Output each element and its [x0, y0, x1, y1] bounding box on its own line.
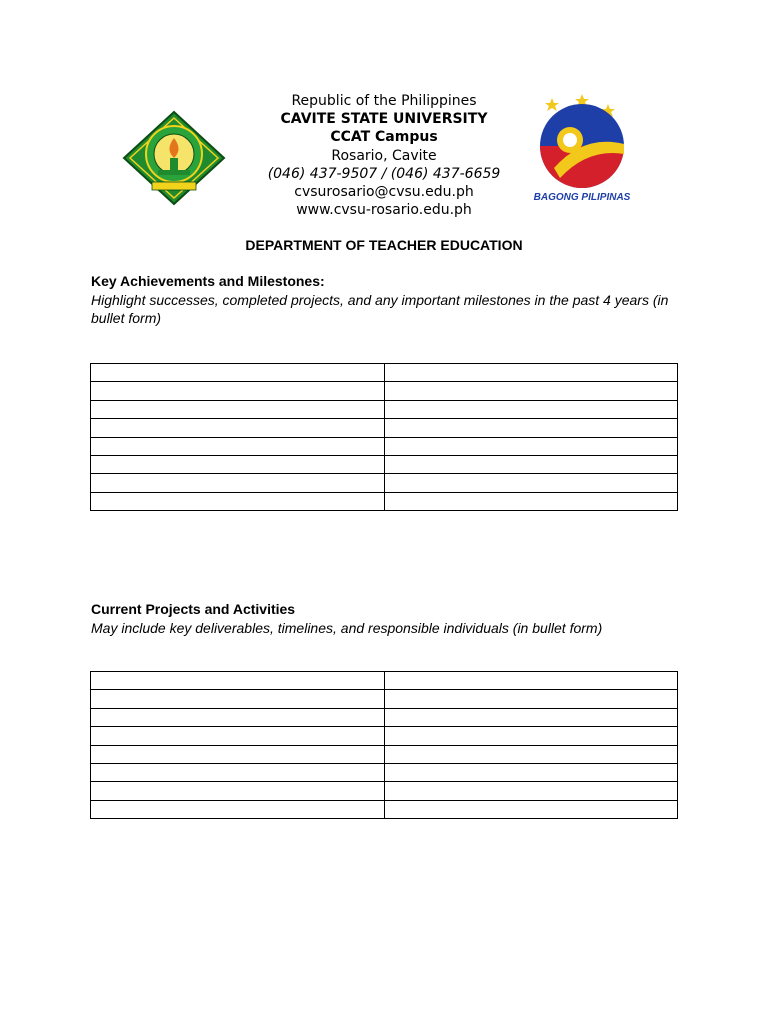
table-cell[interactable]: [384, 745, 678, 763]
table-row: [91, 763, 678, 781]
republic-line: Republic of the Philippines: [291, 93, 477, 109]
table-cell[interactable]: [384, 364, 678, 382]
section-title-current-projects: Current Projects and Activities: [91, 601, 296, 617]
table-cell[interactable]: [91, 672, 385, 690]
table-row: [91, 727, 678, 745]
phone-numbers: (046) 437-9507 / (046) 437-6659: [267, 165, 501, 182]
bagong-pilipinas-text: BAGONG PILIPINAS: [533, 192, 631, 203]
table-cell[interactable]: [384, 800, 678, 818]
letterhead: [240, 92, 528, 219]
current-projects-table-body: [91, 672, 678, 819]
section-description-achievements: Highlight successes, completed projects, and any important milestones in the past 4 years (in bullet form): [91, 292, 669, 326]
table-cell[interactable]: [91, 364, 385, 382]
table-row: [91, 455, 678, 473]
table-cell[interactable]: [384, 382, 678, 400]
table-cell[interactable]: [384, 763, 678, 781]
table-row: [91, 745, 678, 763]
table-row: [91, 800, 678, 818]
table-cell[interactable]: [91, 400, 385, 418]
cvsu-seal-icon: [122, 110, 226, 206]
department-title: DEPARTMENT OF TEACHER EDUCATION: [245, 237, 523, 253]
table-cell[interactable]: [384, 690, 678, 708]
achievements-table: [90, 363, 678, 511]
table-cell[interactable]: [91, 419, 385, 437]
table-cell[interactable]: [91, 745, 385, 763]
table-cell[interactable]: [384, 455, 678, 473]
table-cell[interactable]: [91, 690, 385, 708]
email-address: cvsurosario@cvsu.edu.ph: [294, 184, 474, 201]
table-row: [91, 782, 678, 800]
table-row: [91, 474, 678, 492]
table-cell[interactable]: [91, 382, 385, 400]
table-row: [91, 708, 678, 726]
campus-name: CCAT Campus: [330, 129, 438, 146]
campus-location: Rosario, Cavite: [331, 147, 437, 164]
table-cell[interactable]: [91, 763, 385, 781]
table-row: [91, 690, 678, 708]
table-row: [91, 437, 678, 455]
table-cell[interactable]: [384, 437, 678, 455]
table-cell[interactable]: [384, 708, 678, 726]
table-cell[interactable]: [91, 455, 385, 473]
table-cell[interactable]: [91, 727, 385, 745]
table-cell[interactable]: [384, 782, 678, 800]
section-description-current-projects: May include key deliverables, timelines, and responsible individuals (in bullet form): [91, 620, 603, 636]
table-cell[interactable]: [384, 672, 678, 690]
table-cell[interactable]: [91, 800, 385, 818]
table-row: [91, 382, 678, 400]
table-row: [91, 492, 678, 510]
table-cell[interactable]: [384, 400, 678, 418]
table-row: [91, 364, 678, 382]
table-cell[interactable]: [91, 492, 385, 510]
achievements-table-body: [91, 364, 678, 511]
table-row: [91, 672, 678, 690]
table-cell[interactable]: [91, 474, 385, 492]
table-cell[interactable]: [384, 474, 678, 492]
table-cell[interactable]: [384, 419, 678, 437]
current-projects-table: [90, 671, 678, 819]
bagong-pilipinas-logo-icon: [524, 94, 640, 206]
website-address: www.cvsu-rosario.edu.ph: [296, 202, 472, 219]
table-cell[interactable]: [384, 492, 678, 510]
section-title-achievements: Key Achievements and Milestones:: [91, 273, 325, 289]
table-row: [91, 400, 678, 418]
table-row: [91, 419, 678, 437]
table-cell[interactable]: [91, 437, 385, 455]
university-name: CAVITE STATE UNIVERSITY: [280, 111, 488, 128]
table-cell[interactable]: [384, 727, 678, 745]
table-cell[interactable]: [91, 708, 385, 726]
table-cell[interactable]: [91, 782, 385, 800]
